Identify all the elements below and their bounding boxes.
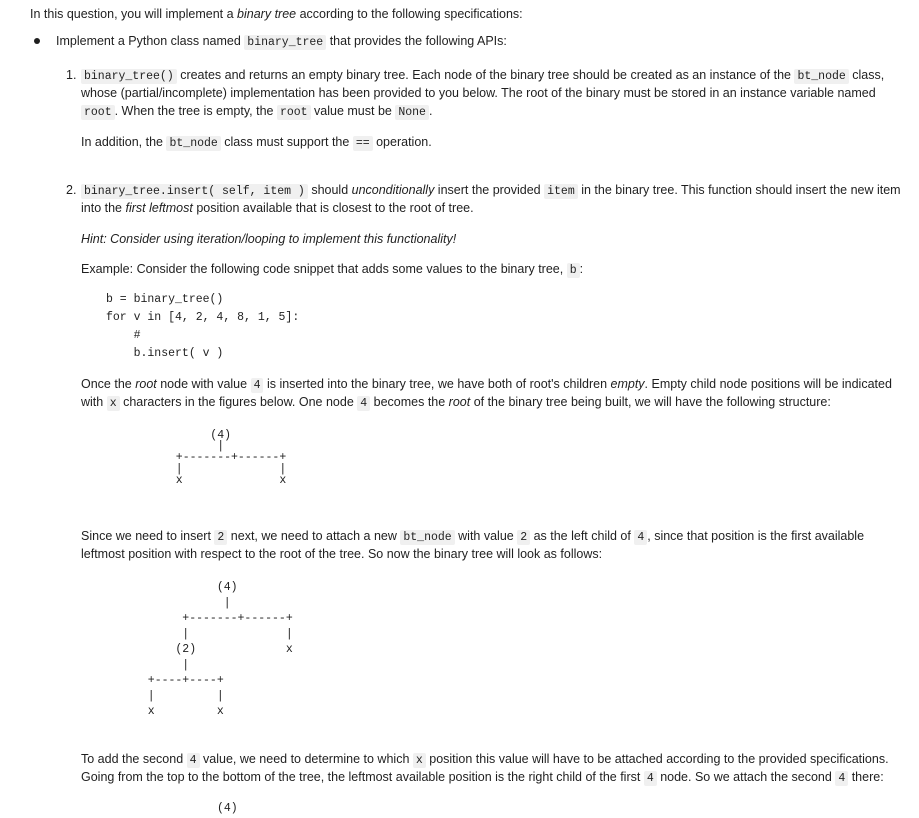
para-since-line1: Since we need to insert 2 next, we need to attach a new bt_node with value 2 as the left child of 4 , since that position is the first available: [81, 529, 865, 544]
item1-line2: whose (partial/incomplete) implementation has been provided to you below. The root of the binary must be stored in an instance variable named: [81, 86, 876, 100]
bullet-text: Implement a Python class named binary_tree that provides the following APIs:: [56, 34, 507, 49]
para-add-line1: To add the second 4 value, we need to determine to which x position this value will have to be attached according to the provided specifications.: [81, 752, 889, 767]
item2-number: 2.: [66, 183, 77, 197]
para-once-line1: Once the root node with value 4 is inserted into the binary tree, we have both of root's children empty. Empty child node positions will be indicated: [81, 377, 892, 392]
tree-diagram-3-root: (4): [217, 802, 238, 815]
item1-addl: In addition, the bt_node class must support the == operation.: [81, 135, 432, 150]
para-add-line2: Going from the top to the bottom of the tree, the leftmost available position is the right child of the first 4 node. So we attach the second 4 there:: [81, 770, 884, 785]
hint-text: Hint: Consider using iteration/looping to implement this functionality!: [81, 232, 457, 246]
para-once-line2: with x characters in the figures below. One node 4 becomes the root of the binary tree being built, we will have the following structure:: [81, 395, 831, 410]
tree-diagram-2: (4) | +-------+------+ | | (2) x | +----+----+ | | x x: [147, 581, 293, 718]
example-text: Example: Consider the following code snippet that adds some values to the binary tree, b :: [81, 262, 584, 277]
item1-number: 1.: [66, 68, 77, 82]
tree-diagram-1: (4) | +-------+------+ | | x x: [175, 429, 287, 487]
item2-line1: binary_tree.insert( self, item ) should unconditionally insert the provided item in the binary tree. This function should insert the new item: [81, 181, 901, 201]
item2-line2: into the first leftmost position available that is closest to the root of tree.: [81, 201, 474, 215]
intro-text: In this question, you will implement a binary tree according to the following specifications:: [30, 7, 523, 21]
code-snippet: b = binary_tree() for v in [4, 2, 4, 8, 1, 5]: # b.insert( v ): [106, 293, 300, 360]
para-since-line2: leftmost position with respect to the root of the tree. So now the binary tree will look as follows:: [81, 547, 603, 561]
item1-line3: root . When the tree is empty, the root value must be None .: [81, 102, 432, 122]
bullet-dot: [34, 38, 40, 44]
item1-line1: binary_tree() creates and returns an empty binary tree. Each node of the binary tree should be created as an instance of the bt_node class,: [81, 66, 884, 86]
